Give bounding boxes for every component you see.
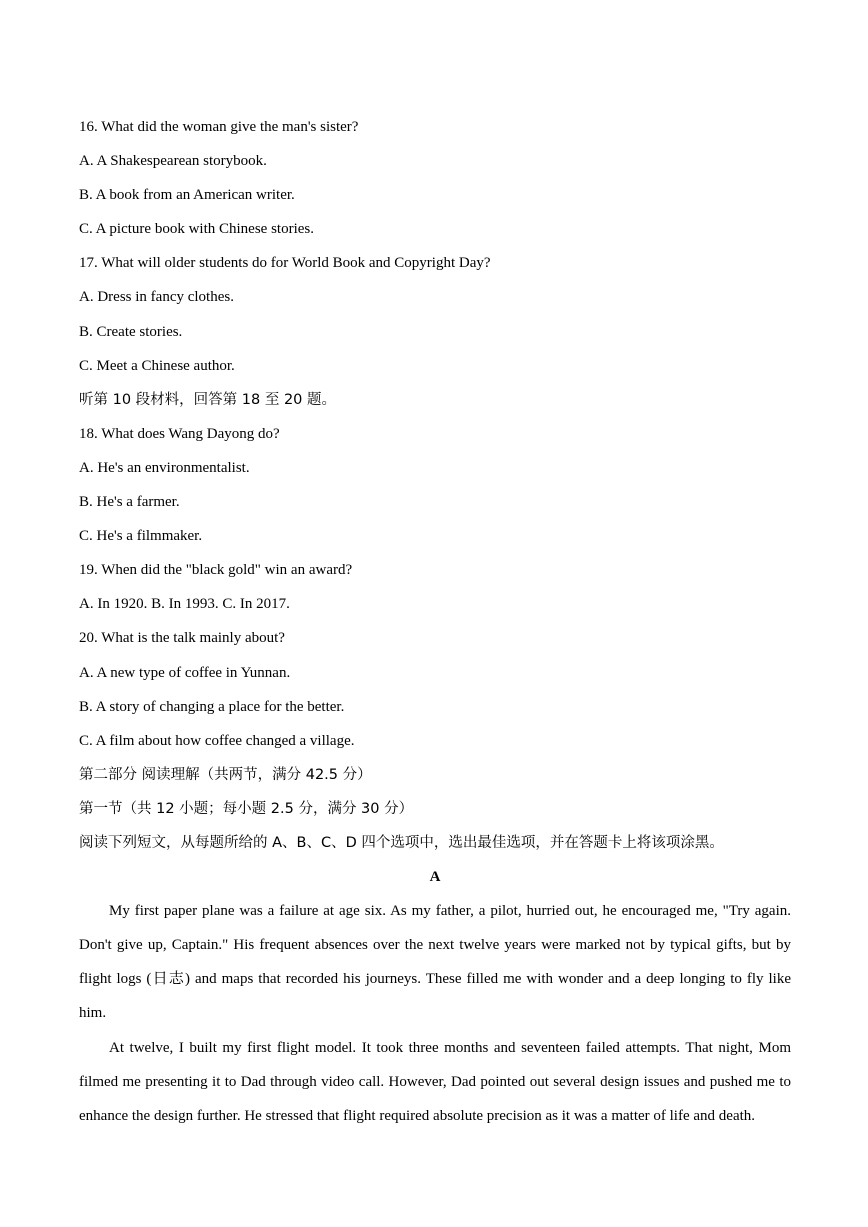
option-16c: C. A picture book with Chinese stories. bbox=[79, 221, 314, 238]
option-20c: C. A film about how coffee changed a village. bbox=[79, 732, 355, 749]
option-20a: A. A new type of coffee in Yunnan. bbox=[79, 664, 291, 681]
option-17c: C. Meet a Chinese author. bbox=[79, 357, 235, 374]
question-16: 16. What did the woman give the man's sister? bbox=[79, 119, 359, 135]
question-18: 18. What does Wang Dayong do? bbox=[79, 425, 280, 442]
passage-paragraph: My first paper plane was a failure at age six. As my father, a pilot, hurried out, he encouraged me, "Try again. Don't give up, Captain." His frequent absences over the next twelve years were marked not by typical gifts, but by flight logs (日志) and maps that recorded his journeys. These filled me with wonder and a deep longing to fly like him. bbox=[79, 903, 791, 1022]
reading-instruction: 阅读下列短文，从每题所给的 A、B、C、D 四个选项中，选出最佳选项，并在答题卡上将该项涂黑。 bbox=[79, 834, 724, 851]
exam-page bbox=[79, 110, 791, 1133]
option-17b: B. Create stories. bbox=[79, 323, 183, 340]
option-18c: C. He's a filmmaker. bbox=[79, 528, 203, 545]
question-20: 20. What is the talk mainly about? bbox=[79, 630, 285, 647]
option-20b: B. A story of changing a place for the better. bbox=[79, 698, 345, 715]
question-19: 19. When did the "black gold" win an award? bbox=[79, 562, 353, 579]
options-19: A. In 1920. B. In 1993. C. In 2017. bbox=[79, 596, 290, 613]
section-instruction-10: 听第 10 段材料，回答第 18 至 20 题。 bbox=[79, 391, 337, 408]
section-one-heading: 第一节（共 12 小题；每小题 2.5 分，满分 30 分） bbox=[79, 800, 414, 817]
option-18b: B. He's a farmer. bbox=[79, 494, 180, 511]
option-18a: A. He's an environmentalist. bbox=[79, 459, 250, 476]
part-two-heading: 第二部分 阅读理解（共两节，满分 42.5 分） bbox=[79, 766, 372, 783]
passage-heading: A bbox=[429, 869, 441, 886]
option-17a: A. Dress in fancy clothes. bbox=[79, 289, 234, 306]
passage-paragraph: At twelve, I built my first flight model. It took three months and seventeen failed attempts. That night, Mom filmed me presenting it to Dad through video call. However, Dad pointed out several design issues and pushed me to enhance the design further. He stressed that flight required absolute precision as it was a matter of life and death. bbox=[79, 1039, 791, 1124]
option-16b: B. A book from an American writer. bbox=[79, 187, 295, 204]
option-16a: A. A Shakespearean storybook. bbox=[79, 153, 267, 170]
question-17: 17. What will older students do for World Book and Copyright Day? bbox=[79, 255, 491, 272]
